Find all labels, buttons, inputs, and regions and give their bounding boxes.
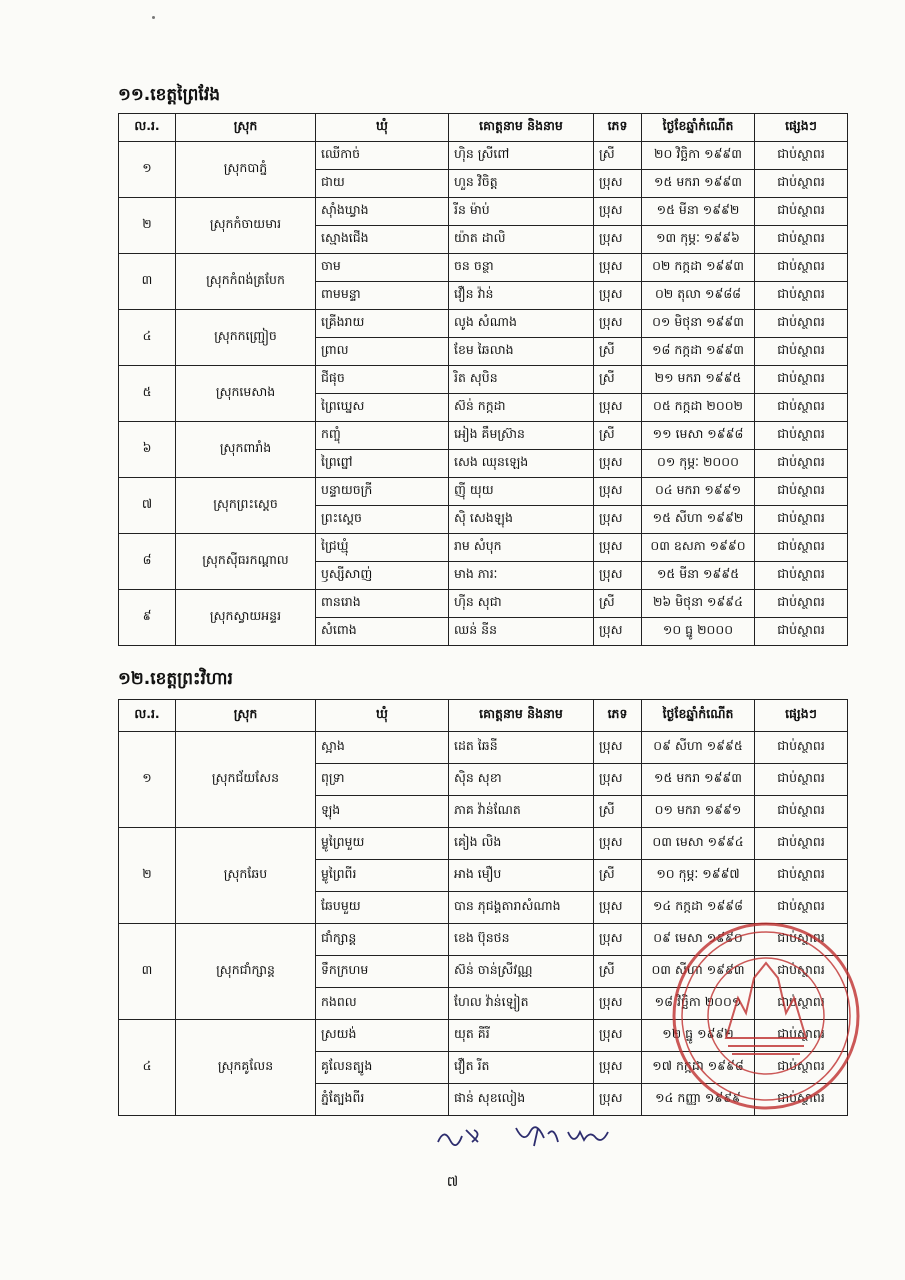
dob-cell: ០៣ មេសា ១៩៩៤ <box>642 828 755 860</box>
row-number-cell: ៩ <box>119 590 176 646</box>
row-number-cell: ៤ <box>119 310 176 366</box>
dob-cell: ០១ មករា ១៩៩១ <box>642 796 755 828</box>
row-number-cell: ៨ <box>119 534 176 590</box>
note-cell: ជាប់ស្ថាពរ <box>755 394 848 422</box>
dob-cell: ១០ ធ្នូ ២០០០ <box>642 618 755 646</box>
commune-cell: ជីផុច <box>316 366 449 394</box>
sex-cell: ប្រុស <box>594 478 642 506</box>
column-header: គោត្តនាម និងនាម <box>449 700 594 732</box>
sex-cell: ប្រុស <box>594 1084 642 1116</box>
note-cell: ជាប់ស្ថាពរ <box>755 892 848 924</box>
name-cell: អៀង គឹមស្រ៊ាន <box>449 422 594 450</box>
dob-cell: ០៤ មករា ១៩៩១ <box>642 478 755 506</box>
name-cell: រីន ម៉ាប់ <box>449 198 594 226</box>
name-cell: ខេង ប៊ុនថន <box>449 924 594 956</box>
district-cell: ស្រុកព្រះស្ដេច <box>176 478 316 534</box>
sex-cell: ប្រុស <box>594 1020 642 1052</box>
sex-cell: ស្រី <box>594 338 642 366</box>
dob-cell: ១៥ មករា ១៩៩៣ <box>642 764 755 796</box>
row-number-cell: ៣ <box>119 254 176 310</box>
commune-cell: បន្ទាយចក្រី <box>316 478 449 506</box>
note-cell: ជាប់ស្ថាពរ <box>755 534 848 562</box>
column-header: ផ្សេងៗ <box>755 700 848 732</box>
sex-cell: ប្រុស <box>594 394 642 422</box>
commune-cell: ទឹកក្រហម <box>316 956 449 988</box>
column-header: ថ្ងៃខែឆ្នាំកំណើត <box>642 700 755 732</box>
table-row <box>119 254 848 282</box>
commune-cell: ម្លូព្រៃពីរ <box>316 860 449 892</box>
sex-cell: ស្រី <box>594 796 642 828</box>
district-cell: ស្រុកពារាំង <box>176 422 316 478</box>
sex-cell: ស្រី <box>594 422 642 450</box>
dob-cell: ០២ តុលា ១៩៨៨ <box>642 282 755 310</box>
row-number-cell: ១ <box>119 142 176 198</box>
row-number-cell: ២ <box>119 198 176 254</box>
note-cell: ជាប់ស្ថាពរ <box>755 1020 848 1052</box>
commune-cell: ជ្រៃឃ្មុំ <box>316 534 449 562</box>
commune-cell: ពាមមន្ទា <box>316 282 449 310</box>
commune-cell: ឆែបមួយ <box>316 892 449 924</box>
note-cell: ជាប់ស្ថាពរ <box>755 764 848 796</box>
note-cell: ជាប់ស្ថាពរ <box>755 310 848 338</box>
sex-cell: ប្រុស <box>594 198 642 226</box>
column-header: ល.រ. <box>119 700 176 732</box>
commune-cell: ជាំក្សាន្ត <box>316 924 449 956</box>
dob-cell: ១៤ កក្កដា ១៩៩៨ <box>642 892 755 924</box>
note-cell: ជាប់ស្ថាពរ <box>755 828 848 860</box>
row-number-cell: ២ <box>119 828 176 924</box>
official-seal-stamp <box>668 918 864 1114</box>
table-row <box>119 590 848 618</box>
commune-cell: ចាម <box>316 254 449 282</box>
note-cell: ជាប់ស្ថាពរ <box>755 732 848 764</box>
section-12-title: ១២.ខេត្តព្រះវិហារ <box>118 669 233 689</box>
commune-cell: ឫស្សីសាញ់ <box>316 562 449 590</box>
note-cell: ជាប់ស្ថាពរ <box>755 142 848 170</box>
sex-cell: ស្រី <box>594 142 642 170</box>
sex-cell: ប្រុស <box>594 450 642 478</box>
note-cell: ជាប់ស្ថាពរ <box>755 796 848 828</box>
note-cell: ជាប់ស្ថាពរ <box>755 506 848 534</box>
dob-cell: ១៧ កក្កដា ១៩៩៨ <box>642 1052 755 1084</box>
commune-cell: ព្រាល <box>316 338 449 366</box>
commune-cell: គូលែនត្បូង <box>316 1052 449 1084</box>
commune-cell: ពានរោង <box>316 590 449 618</box>
note-cell: ជាប់ស្ថាពរ <box>755 924 848 956</box>
handwritten-signatures <box>434 1124 614 1148</box>
note-cell: ជាប់ស្ថាពរ <box>755 988 848 1020</box>
commune-cell: កញ្ចុំ <box>316 422 449 450</box>
scan-speck <box>152 16 155 19</box>
name-cell: ឈន់ នីន <box>449 618 594 646</box>
sex-cell: ស្រី <box>594 956 642 988</box>
district-cell: ស្រុកបាភ្នំ <box>176 142 316 198</box>
column-header: ឃុំ <box>316 114 449 142</box>
dob-cell: ២១ មករា ១៩៩៥ <box>642 366 755 394</box>
commune-cell: ភ្នំត្បែងពីរ <box>316 1084 449 1116</box>
commune-cell: ស៊ាំងឃ្វាង <box>316 198 449 226</box>
row-number-cell: ៤ <box>119 1020 176 1116</box>
commune-cell: ម្លូព្រៃមួយ <box>316 828 449 860</box>
note-cell: ជាប់ស្ថាពរ <box>755 338 848 366</box>
commune-cell: សំពោង <box>316 618 449 646</box>
district-cell: ស្រុកមេសាង <box>176 366 316 422</box>
dob-cell: ០៩ មេសា ១៩៩០ <box>642 924 755 956</box>
name-cell: ភាគ វ៉ាន់ណែត <box>449 796 594 828</box>
dob-cell: ១១ មេសា ១៩៩៨ <box>642 422 755 450</box>
name-cell: លូង សំណាង <box>449 310 594 338</box>
sex-cell: ប្រុស <box>594 828 642 860</box>
page-number: ៧ <box>446 1174 459 1190</box>
name-cell: យ៉ាត ដាលិ <box>449 226 594 254</box>
sex-cell: ប្រុស <box>594 534 642 562</box>
sex-cell: ប្រុស <box>594 226 642 254</box>
name-cell: ដេត ឆៃនី <box>449 732 594 764</box>
section-11-title: ១១.ខេត្តព្រៃវែង <box>118 85 220 105</box>
sex-cell: ប្រុស <box>594 1052 642 1084</box>
commune-cell: កងពល <box>316 988 449 1020</box>
dob-cell: ០១ មិថុនា ១៩៩៣ <box>642 310 755 338</box>
column-header: ល.រ. <box>119 114 176 142</box>
name-cell: ស៊ន់ ចាន់ស្រីវណ្ណ <box>449 956 594 988</box>
name-cell: វឿត រីត <box>449 1052 594 1084</box>
note-cell: ជាប់ស្ថាពរ <box>755 478 848 506</box>
row-number-cell: ១ <box>119 732 176 828</box>
sex-cell: ប្រុស <box>594 170 642 198</box>
column-header: ស្រុក <box>176 114 316 142</box>
section-11-table <box>118 113 848 646</box>
district-cell: ស្រុកគូលែន <box>176 1020 316 1116</box>
name-cell: អាង មឿប <box>449 860 594 892</box>
table-header-row <box>119 700 848 732</box>
commune-cell: ព្រៃឃ្នេស <box>316 394 449 422</box>
row-number-cell: ៣ <box>119 924 176 1020</box>
sex-cell: ប្រុស <box>594 506 642 534</box>
note-cell: ជាប់ស្ថាពរ <box>755 422 848 450</box>
dob-cell: ០១ កុម្ភៈ ២០០០ <box>642 450 755 478</box>
column-header: ឃុំ <box>316 700 449 732</box>
row-number-cell: ៧ <box>119 478 176 534</box>
commune-cell: ព្រៃព្នៅ <box>316 450 449 478</box>
sex-cell: ប្រុស <box>594 618 642 646</box>
commune-cell: គ្រើងរាយ <box>316 310 449 338</box>
name-cell: បាន ភុជង្គតារាសំណាង <box>449 892 594 924</box>
dob-cell: ១០ កុម្ភៈ ១៩៩៧ <box>642 860 755 892</box>
table-row <box>119 198 848 226</box>
note-cell: ជាប់ស្ថាពរ <box>755 198 848 226</box>
commune-cell: ឈើកាច់ <box>316 142 449 170</box>
sex-cell: ស្រី <box>594 590 642 618</box>
dob-cell: ១៥ មីនា ១៩៩២ <box>642 198 755 226</box>
note-cell: ជាប់ស្ថាពរ <box>755 562 848 590</box>
commune-cell: ពុទ្រា <box>316 764 449 796</box>
note-cell: ជាប់ស្ថាពរ <box>755 618 848 646</box>
table-row <box>119 534 848 562</box>
name-cell: ហ៊ីន សុជា <box>449 590 594 618</box>
district-cell: ស្រុកកំចាយមារ <box>176 198 316 254</box>
table-row <box>119 422 848 450</box>
name-cell: ហែល វ៉ាន់ឡៀត <box>449 988 594 1020</box>
district-cell: ស្រុកស្វាយអន្ទរ <box>176 590 316 646</box>
name-cell: រាម សំបុក <box>449 534 594 562</box>
column-header: ថ្ងៃខែឆ្នាំកំណើត <box>642 114 755 142</box>
district-cell: ស្រុកឆែប <box>176 828 316 924</box>
commune-cell: ស្អាង <box>316 732 449 764</box>
sex-cell: ប្រុស <box>594 282 642 310</box>
commune-cell: ព្រះស្ដេច <box>316 506 449 534</box>
note-cell: ជាប់ស្ថាពរ <box>755 282 848 310</box>
note-cell: ជាប់ស្ថាពរ <box>755 254 848 282</box>
table-row <box>119 142 848 170</box>
dob-cell: ០២ កក្កដា ១៩៩៣ <box>642 254 755 282</box>
dob-cell: ០៥ កក្កដា ២០០២ <box>642 394 755 422</box>
commune-cell: ស្រយង់ <box>316 1020 449 1052</box>
sex-cell: ប្រុស <box>594 254 642 282</box>
dob-cell: ០៣ សីហា ១៩៩៣ <box>642 956 755 988</box>
name-cell: ហួន វិចិត្ត <box>449 170 594 198</box>
dob-cell: ០៩ សីហា ១៩៩៥ <box>642 732 755 764</box>
name-cell: ស៊ិន សុខា <box>449 764 594 796</box>
dob-cell: ១៣ កុម្ភៈ ១៩៩៦ <box>642 226 755 254</box>
district-cell: ស្រុកកញ្ជ្រៀច <box>176 310 316 366</box>
dob-cell: ១៥ មករា ១៩៩៣ <box>642 170 755 198</box>
name-cell: សេង ឈុនឡេង <box>449 450 594 478</box>
row-number-cell: ៥ <box>119 366 176 422</box>
name-cell: គៀង លិង <box>449 828 594 860</box>
name-cell: យុត គីរី <box>449 1020 594 1052</box>
table-row <box>119 828 848 860</box>
name-cell: ស៊ិ សេងឡុង <box>449 506 594 534</box>
dob-cell: ២៦ មិថុនា ១៩៩៤ <box>642 590 755 618</box>
sex-cell: ប្រុស <box>594 562 642 590</box>
name-cell: វឿន វ៉ាន់ <box>449 282 594 310</box>
sex-cell: ប្រុស <box>594 892 642 924</box>
note-cell: ជាប់ស្ថាពរ <box>755 226 848 254</box>
name-cell: រិត សុបិន <box>449 366 594 394</box>
dob-cell: ២០ វិច្ឆិកា ១៩៩៣ <box>642 142 755 170</box>
table-row <box>119 366 848 394</box>
table-row <box>119 478 848 506</box>
note-cell: ជាប់ស្ថាពរ <box>755 860 848 892</box>
note-cell: ជាប់ស្ថាពរ <box>755 590 848 618</box>
sex-cell: ប្រុស <box>594 732 642 764</box>
dob-cell: ១៥ សីហា ១៩៩២ <box>642 506 755 534</box>
note-cell: ជាប់ស្ថាពរ <box>755 956 848 988</box>
note-cell: ជាប់ស្ថាពរ <box>755 450 848 478</box>
name-cell: មាង ភារៈ <box>449 562 594 590</box>
note-cell: ជាប់ស្ថាពរ <box>755 1084 848 1116</box>
dob-cell: ១៨ កក្កដា ១៩៩៣ <box>642 338 755 366</box>
dob-cell: ១២ ធ្នូ ១៩៩២ <box>642 1020 755 1052</box>
name-cell: ផាន់ សុខលៀង <box>449 1084 594 1116</box>
dob-cell: ០៣ ឧសភា ១៩៩០ <box>642 534 755 562</box>
district-cell: ស្រុកជាំក្សាន្ត <box>176 924 316 1020</box>
name-cell: ញ៉ី យុយ <box>449 478 594 506</box>
sex-cell: ប្រុស <box>594 924 642 956</box>
name-cell: ហ៊ិន ស្រីពៅ <box>449 142 594 170</box>
column-header: ភេទ <box>594 700 642 732</box>
sex-cell: ប្រុស <box>594 988 642 1020</box>
note-cell: ជាប់ស្ថាពរ <box>755 366 848 394</box>
district-cell: ស្រុកកំពង់ត្របែក <box>176 254 316 310</box>
note-cell: ជាប់ស្ថាពរ <box>755 1052 848 1084</box>
table-row <box>119 732 848 764</box>
dob-cell: ១៤ កញ្ញា ១៩៩៩ <box>642 1084 755 1116</box>
commune-cell: ជាយ <box>316 170 449 198</box>
dob-cell: ១៨ វិច្ឆិកា ២០០១ <box>642 988 755 1020</box>
table-row <box>119 310 848 338</box>
table-header-row <box>119 114 848 142</box>
sex-cell: ប្រុស <box>594 764 642 796</box>
sex-cell: ស្រី <box>594 860 642 892</box>
note-cell: ជាប់ស្ថាពរ <box>755 170 848 198</box>
row-number-cell: ៦ <box>119 422 176 478</box>
column-header: គោត្តនាម និងនាម <box>449 114 594 142</box>
sex-cell: ប្រុស <box>594 310 642 338</box>
column-header: ផ្សេងៗ <box>755 114 848 142</box>
commune-cell: ឡុង <box>316 796 449 828</box>
column-header: ស្រុក <box>176 700 316 732</box>
sex-cell: ស្រី <box>594 366 642 394</box>
name-cell: ចន ចន្ថា <box>449 254 594 282</box>
district-cell: ស្រុកជ័យសែន <box>176 732 316 828</box>
column-header: ភេទ <box>594 114 642 142</box>
commune-cell: ស្មោងជើង <box>316 226 449 254</box>
dob-cell: ១៥ មីនា ១៩៩៥ <box>642 562 755 590</box>
name-cell: ស៊ន់ កក្កដា <box>449 394 594 422</box>
district-cell: ស្រុកស៊ីធរកណ្ដាល <box>176 534 316 590</box>
name-cell: ខែម ឆៃលាង <box>449 338 594 366</box>
